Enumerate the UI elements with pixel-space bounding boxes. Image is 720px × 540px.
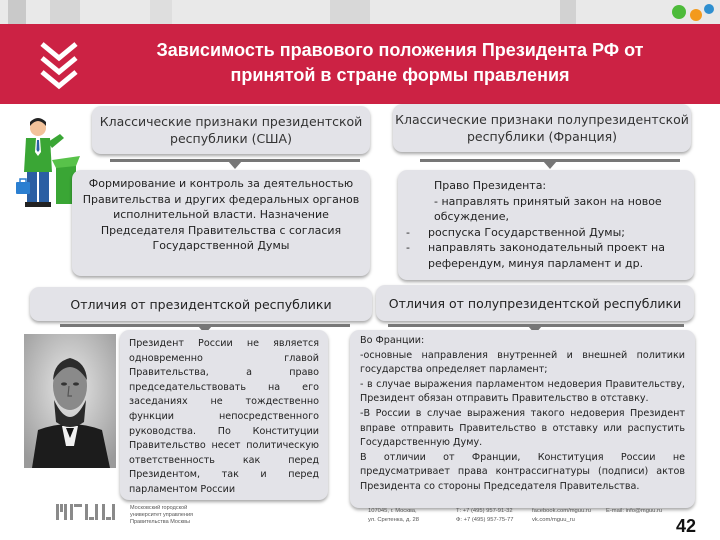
decor-dot-orange [690, 9, 702, 21]
connector-arrow-icon [543, 161, 557, 169]
footer-email [606, 507, 662, 516]
president-right-item-3-text: направлять законодательный проект на референдум, минуя парламент и др. [428, 241, 665, 270]
diff-france-heading: Во Франции: [360, 335, 425, 346]
email-link[interactable]: E-mail: info@mguu.ru [606, 508, 663, 514]
page-number: 42 [676, 516, 697, 536]
diff-presidential-box [120, 330, 328, 500]
address-line-2: ул. Сретенка, д. 28 [368, 517, 419, 523]
diff-paragraph-3: -В России в случае выражения такого недоверия Президент вправе отправить Правительство в отставку или распустить Государственную Думу. [360, 407, 685, 449]
address-line-1: 107045, г. Москва, [368, 508, 417, 514]
semi-presidential-features-box [398, 170, 694, 280]
decor-dot-blue [704, 4, 714, 14]
connector-arrow-icon [228, 161, 242, 169]
diff-presidential-label [30, 287, 372, 321]
president-rights-heading: Право Президента: [434, 179, 547, 192]
org-line-1: Московский городской [130, 505, 188, 511]
title-line-1: Зависимость правового положения Президента РФ от [156, 40, 644, 60]
diff-paragraph-2: - в случае выражения парламентом недоверия Правительству, Президент обязан отправить Правительство в отставку. [360, 378, 685, 405]
org-line-3: Правительства Москвы [130, 519, 190, 525]
org-line-2: университет управления [130, 512, 194, 518]
portrait-photo [24, 334, 116, 468]
chevron-down-double-icon [38, 38, 80, 90]
diff-paragraph-1: -основные направления внутренней и внешней политики государства определяет парламент; [360, 349, 685, 376]
footer-phones [456, 507, 513, 525]
semi-presidential-republic-label [393, 104, 691, 152]
list-dash: - [406, 225, 410, 239]
phone-line: Т: +7 (495) 957-91-32 [456, 508, 513, 514]
diff-paragraph-4: В отличии от Франции, Конституция России не предусматривает права контрассигнатуры (подписи) актов Президента со стороны Председателя Правительства. [360, 451, 685, 492]
presidential-republic-label-text: Классические признаки президентской республики (США) [99, 114, 363, 146]
university-logo [56, 502, 126, 522]
presidential-republic-label [92, 106, 370, 154]
president-right-item-2 [406, 225, 686, 241]
president-right-item-2-text: роспуска Государственной Думы; [428, 225, 625, 239]
header-bar [0, 24, 720, 104]
diff-semi-presidential-box [350, 330, 695, 508]
title-line-2: принятой в стране формы правления [230, 65, 570, 85]
footer-address [368, 507, 419, 525]
facebook-link[interactable]: facebook.com/mguu.ru [532, 508, 591, 514]
top-stripe [0, 0, 720, 24]
president-right-item-1: - направлять принятый закон на новое обсуждение, [434, 194, 662, 223]
footer-organization [130, 505, 230, 526]
decor-dot-green [672, 5, 686, 19]
presidential-features-box [72, 170, 370, 276]
presidential-features-text: Формирование и контроль за деятельностью Правительства и других федеральных органов исполнительной власти. Назначение Председателя Правительства с согласия Государственной Думы [82, 177, 360, 252]
diff-semi-presidential-label [376, 285, 694, 321]
president-right-item-3 [406, 240, 686, 271]
diff-presidential-text: Президент России не является одновременно главой Правительства, а право председательствовать на его заседаниях не тождественно функции непосредственного руководства. По Конституции Правительство несет политическую ответственность как перед Президентом, так и перед парламентом России [129, 338, 319, 495]
diff-presidential-label-text: Отличия от президентской республики [70, 296, 332, 312]
vk-link[interactable]: vk.com/mguu_ru [532, 517, 575, 523]
semi-presidential-republic-label-text: Классические признаки полупрезидентской республики (Франция) [395, 112, 689, 144]
diff-semi-presidential-label-text: Отличия от полупрезидентской республики [388, 295, 682, 311]
list-dash: - [406, 241, 410, 254]
footer-social [532, 507, 591, 525]
fax-line: Ф: +7 (495) 957-75-77 [456, 517, 514, 523]
page-title [100, 38, 700, 88]
